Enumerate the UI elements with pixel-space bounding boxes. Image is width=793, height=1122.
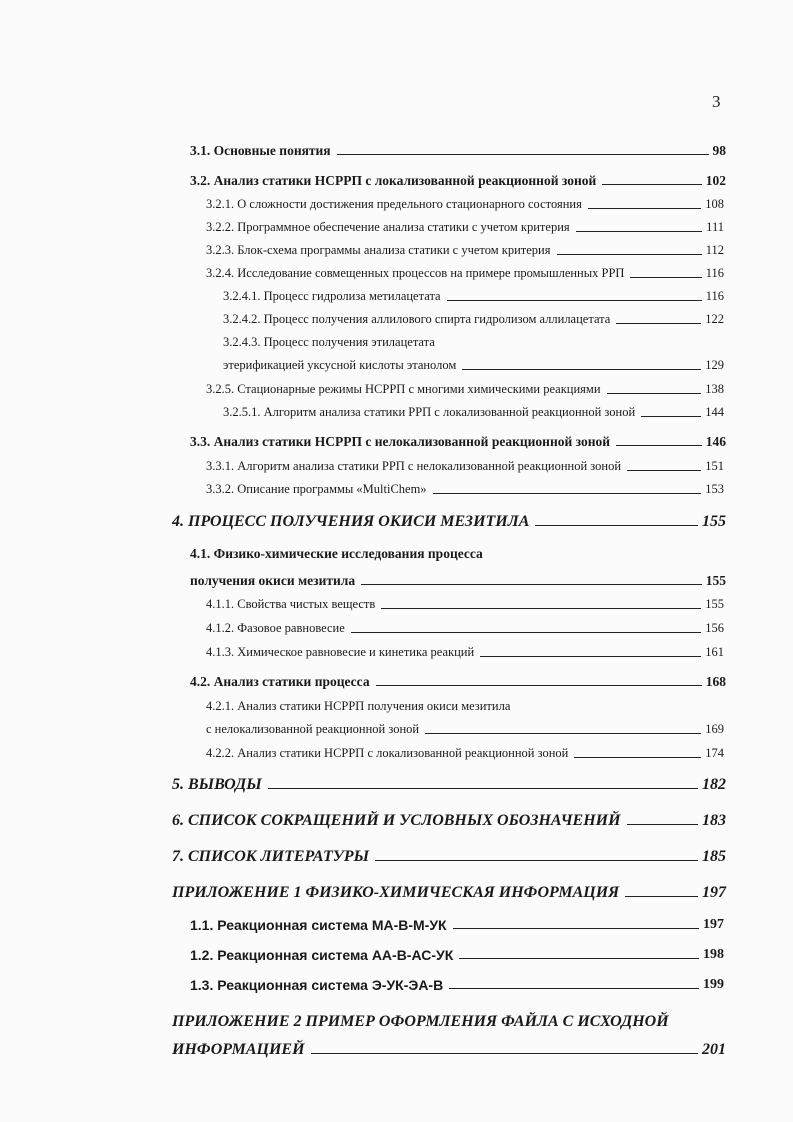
toc-entry-4-1: [190, 573, 726, 589]
toc-appendix-2: [172, 1041, 726, 1059]
leader-line: [627, 824, 698, 825]
toc-appendix-1-1: [190, 917, 724, 933]
toc-entry-3-2: [190, 173, 726, 189]
leader-line: [449, 988, 699, 989]
toc-entry-title: 3.2.4.1. Процесс гидролиза метилацетата: [223, 289, 441, 303]
toc-entry-page: 153: [705, 482, 724, 496]
toc-entry-page: 98: [712, 143, 726, 158]
toc-entry-page: 155: [702, 513, 726, 530]
toc-entry-page: 116: [705, 289, 724, 303]
toc-entry-title: 3.3.1. Алгоритм анализа статики РРП с нелокализованной реакционной зоной: [206, 459, 622, 473]
toc-entry-title: получения окиси мезитила: [190, 573, 356, 588]
toc-entry-4-2-1-line1: 4.2.1. Анализ статики НСРРП получения окиси мезитила: [206, 699, 511, 713]
toc-entry-title: ИНФОРМАЦИЕЙ: [172, 1041, 305, 1058]
toc-entry-page: 129: [705, 358, 724, 372]
leader-line: [381, 608, 701, 609]
toc-appendix-1-2: [190, 947, 724, 963]
toc-entry-title: 3.2.3. Блок-схема программы анализа статики с учетом критерия: [206, 243, 551, 257]
leader-line: [535, 525, 698, 526]
leader-line: [425, 733, 701, 734]
toc-entry-title: 1.2. Реакционная система АА-В-АС-УК: [190, 947, 454, 963]
toc-entry-3-2-4-3: [223, 358, 724, 373]
toc-entry-page: 169: [705, 722, 724, 736]
toc-entry-title: 4.1.3. Химическое равновесие и кинетика реакций: [206, 645, 475, 659]
toc-entry-page: 108: [705, 197, 724, 211]
toc-entry-page: 174: [705, 746, 724, 760]
toc-entry-page: 201: [702, 1041, 726, 1058]
toc-entry-title: 4.2. Анализ статики процесса: [190, 674, 370, 689]
page-number: 3: [712, 92, 721, 111]
leader-line: [462, 369, 701, 370]
toc-entry-3-3-1: [206, 459, 724, 474]
toc-entry-title: 6. СПИСОК СОКРАЩЕНИЙ И УСЛОВНЫХ ОБОЗНАЧЕНИЙ: [172, 812, 621, 829]
toc-entry-page: 112: [705, 243, 724, 257]
toc-entry-page: 197: [703, 917, 724, 932]
toc-entry-page: 182: [702, 776, 726, 793]
toc-chapter-7: [172, 848, 726, 866]
leader-line: [361, 584, 702, 585]
toc-entry-title: 4.1.2. Фазовое равновесие: [206, 621, 345, 635]
toc-entry-3-2-4: [206, 266, 724, 281]
leader-line: [630, 277, 701, 278]
toc-entry-title: 4.1.1. Свойства чистых веществ: [206, 597, 376, 611]
toc-entry-title: 3.1. Основные понятия: [190, 143, 331, 158]
toc-entry-page: 146: [705, 434, 726, 449]
toc-appendix-2-line1: ПРИЛОЖЕНИЕ 2 ПРИМЕР ОФОРМЛЕНИЯ ФАЙЛА С ИСХОДНОЙ: [172, 1013, 669, 1030]
toc-entry-title: 4.2.2. Анализ статики НСРРП с локализованной реакционной зоной: [206, 746, 569, 760]
leader-line: [616, 445, 702, 446]
toc-entry-page: 198: [703, 947, 724, 962]
leader-line: [351, 632, 701, 633]
toc-entry-title: 3.2.5.1. Алгоритм анализа статики РРП с локализованной реакционной зоной: [223, 405, 636, 419]
toc-entry-3-2-5-1: [223, 405, 724, 420]
toc-entry-title: 3.3. Анализ статики НСРРП с нелокализованной реакционной зоной: [190, 434, 611, 449]
toc-entry-page: 155: [705, 573, 726, 588]
leader-line: [576, 231, 703, 232]
leader-line: [337, 154, 709, 155]
toc-entry-title: 3.2.1. О сложности достижения предельного стационарного состояния: [206, 197, 582, 211]
toc-entry-3-2-4-1: [223, 289, 724, 304]
leader-line: [480, 656, 701, 657]
toc-entry-page: 168: [705, 674, 726, 689]
leader-line: [268, 788, 698, 789]
toc-appendix-1-3: [190, 977, 724, 993]
toc-entry-title: 3.2.5. Стационарные режимы НСРРП с многими химическими реакциями: [206, 382, 601, 396]
toc-entry-4-1-3: [206, 645, 724, 660]
toc-entry-4-1-2: [206, 621, 724, 636]
toc-entry-page: 197: [702, 884, 726, 901]
toc-entry-4-1-1: [206, 597, 724, 612]
toc-entry-page: 138: [705, 382, 724, 396]
toc-entry-4-1-line1: 4.1. Физико-химические исследования процесса: [190, 546, 483, 561]
toc-entry-page: 116: [705, 266, 724, 280]
toc-entry-4-2: [190, 674, 726, 690]
toc-entry-title: 3.2. Анализ статики НСРРП с локализованной реакционной зоной: [190, 173, 597, 188]
toc-entry-title: с нелокализованной реакционной зоной: [206, 722, 420, 736]
leader-line: [641, 416, 701, 417]
leader-line: [625, 896, 698, 897]
toc-entry-title: 1.3. Реакционная система Э-УК-ЭА-В: [190, 977, 444, 993]
toc-entry-3-2-3: [206, 243, 724, 258]
leader-line: [311, 1053, 698, 1054]
toc-entry-page: 185: [702, 848, 726, 865]
toc-appendix-1: [172, 884, 726, 902]
toc-chapter-5: [172, 776, 726, 794]
toc-entry-page: 102: [705, 173, 726, 188]
toc-entry-4-2-2: [206, 746, 724, 761]
leader-line: [627, 470, 701, 471]
toc-entry-title: 3.2.2. Программное обеспечение анализа статики с учетом критерия: [206, 220, 570, 234]
toc-chapter-4: [172, 513, 726, 531]
leader-line: [375, 860, 698, 861]
leader-line: [574, 757, 701, 758]
toc-entry-title: 1.1. Реакционная система МА-В-М-УК: [190, 917, 447, 933]
toc-entry-3-2-4-2: [223, 312, 724, 327]
toc-entry-title: 5. ВЫВОДЫ: [172, 776, 262, 793]
toc-entry-title: 4. ПРОЦЕСС ПОЛУЧЕНИЯ ОКИСИ МЕЗИТИЛА: [172, 513, 530, 530]
toc-entry-title: 3.2.4.2. Процесс получения аллилового спирта гидролизом аллилацетата: [223, 312, 611, 326]
leader-line: [459, 958, 699, 959]
toc-entry-3-2-2: [206, 220, 724, 235]
toc-entry-page: 122: [705, 312, 724, 326]
toc-entry-title: 3.3.2. Описание программы «MultiChem»: [206, 482, 427, 496]
toc-entry-3-2-5: [206, 382, 724, 397]
toc-entry-page: 144: [705, 405, 724, 419]
leader-line: [616, 323, 701, 324]
toc-entry-title: 7. СПИСОК ЛИТЕРАТУРЫ: [172, 848, 370, 865]
toc-entry-4-2-1: [206, 722, 724, 737]
leader-line: [433, 493, 702, 494]
leader-line: [588, 208, 701, 209]
toc-entry-3-1: [190, 143, 726, 159]
toc-entry-page: 161: [705, 645, 724, 659]
toc-entry-page: 156: [705, 621, 724, 635]
leader-line: [602, 184, 701, 185]
toc-entry-3-3: [190, 434, 726, 450]
leader-line: [453, 928, 699, 929]
toc-entry-page: 199: [703, 977, 724, 992]
toc-entry-page: 155: [705, 597, 724, 611]
toc-entry-title: 3.2.4. Исследование совмещенных процессов на примере промышленных РРП: [206, 266, 625, 280]
toc-chapter-6: [172, 812, 726, 830]
toc-entry-page: 183: [702, 812, 726, 829]
toc-entry-3-3-2: [206, 482, 724, 497]
leader-line: [376, 685, 702, 686]
leader-line: [607, 393, 702, 394]
leader-line: [447, 300, 702, 301]
toc-entry-3-2-4-3-line1: 3.2.4.3. Процесс получения этилацетата: [223, 335, 435, 349]
leader-line: [557, 254, 702, 255]
toc-entry-title: этерификацией уксусной кислоты этанолом: [223, 358, 457, 372]
toc-entry-title: ПРИЛОЖЕНИЕ 1 ФИЗИКО-ХИМИЧЕСКАЯ ИНФОРМАЦИЯ: [172, 884, 620, 901]
toc-entry-3-2-1: [206, 197, 724, 212]
toc-entry-page: 111: [706, 220, 724, 234]
toc-entry-page: 151: [705, 459, 724, 473]
